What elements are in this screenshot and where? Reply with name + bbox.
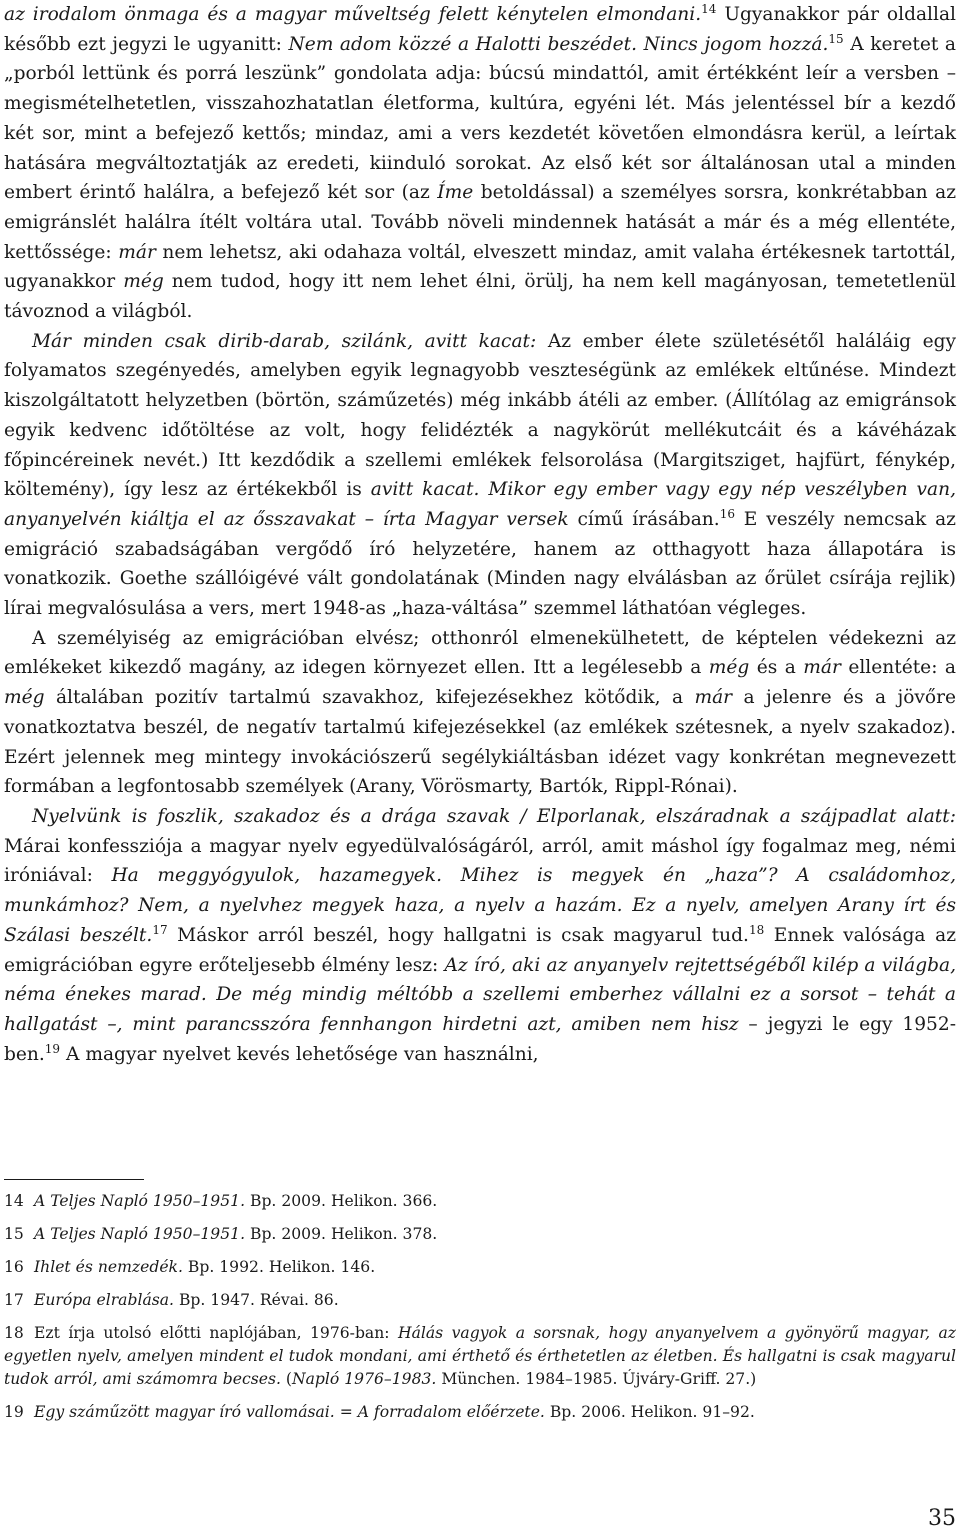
text-run: Ugyanakkor pár oldallal később ezt jegyzi le ugyanitt: [4, 4, 956, 55]
italic-text: Nem adom közzé a Halotti beszédet. Nincs jogom hozzá. [288, 33, 829, 55]
italic-text: Már minden csak dirib-darab, szilánk, avitt kacat: [32, 330, 537, 352]
text-run: E veszély nemcsak az emigráció szabadságában vergődő író helyzetére, hanem az otthagyott haza állapotára is vonatkozik. Goethe szállóigévé vált gondolatának (Minden nagy elválásban az őrület csírája rejlik) lírai megvalósulása a vers, mert 1948-as „haza-váltása” szemmel láthatóan végleges. [4, 508, 956, 620]
footnote-number: 19 [4, 1403, 24, 1421]
text-run: München. 1984–1985. Újváry-Griff. 27.) [436, 1370, 757, 1388]
italic-text: Egy száműzött magyar író vallomásai. = A forradalom előérzete. [34, 1403, 545, 1421]
italic-text: Íme [437, 182, 474, 204]
footnote-number: 17 [4, 1291, 24, 1309]
footnote [4, 1256, 956, 1279]
footnote-number: 18 [4, 1324, 24, 1342]
italic-text: Európa elrablása. [34, 1291, 174, 1309]
footnote-reference: 16 [719, 506, 735, 521]
italic-text: Hálás vagyok a sorsnak, hogy anyanyelvem a gyönyörű magyar, az egyetlen nyelv, amelyen mindent el tudok mondani, ami érthető és érthetetlen az életben. És hallgatni is csak magyarul tudok arról, ami számomra becses. [4, 1324, 956, 1388]
italic-text: Ha meggyógyulok, hazamegyek. Mihez is megyek én „haza”? A családomhoz, munkámhoz? Nem, a nyelvhez megyek haza, a nyelv a hazám. Ez a nyelv, amelyen Arany írt és Szálasi beszélt. [4, 865, 956, 946]
italic-text: Az író, aki az anyanyelv rejtettségéből kilép a világba, néma énekes marad. De még mindig méltóbb a szellemi emberhez vállalni ez a sorsot – tehát a hallgatást –, mint parancsszóra fennhangon hirdetni azt, amiben nem hisz [4, 954, 956, 1035]
footnote-reference: 19 [44, 1041, 61, 1056]
footnote-number: 15 [4, 1225, 24, 1243]
italic-text: már [694, 687, 733, 709]
paragraph [4, 0, 956, 327]
paragraph [4, 624, 956, 802]
text-run: Márai konfessziója a magyar nyelv egyedülvalóságáról, arról, amit máshol így fogalmaz meg, némi iróniával: [4, 835, 956, 887]
text-run: ( [280, 1370, 292, 1388]
text-run: című írásában. [568, 508, 720, 530]
italic-text: Ihlet és nemzedék. [34, 1258, 183, 1276]
footnotes [4, 1190, 956, 1434]
footnote [4, 1190, 956, 1213]
text-run: A személyiség az emigrációban elvész; otthonról elmenekülhetett, de képtelen védekezni az emlékeket kikezdő magány, az idegen környezet ellen. Itt a legélesebb a [4, 627, 956, 679]
footnote-reference: 15 [828, 31, 844, 46]
italic-text: már [118, 241, 156, 263]
text-run: Bp. 2009. Helikon. 378. [245, 1225, 438, 1243]
italic-text: Nyelvünk is foszlik, szakadoz és a drága szavak / Elporlanak, elszáradnak a szájpadlat alatt: [32, 805, 956, 827]
italic-text: A Teljes Napló 1950–1951. [34, 1225, 246, 1243]
footnote [4, 1289, 956, 1312]
body-text [4, 0, 956, 1069]
text-run: Bp. 1947. Révai. 86. [174, 1291, 339, 1309]
text-run: Bp. 1992. Helikon. 146. [182, 1258, 376, 1276]
footnote [4, 1322, 956, 1391]
italic-text: avitt kacat. Mikor egy ember vagy egy nép veszélyben van, anyanyelvén kiáltja el az ősszavakat – írta Magyar versek [4, 479, 957, 530]
text-run: a jelenre és a jövőre vonatkoztatva beszél, de negatív tartalmú kifejezésekkel (az emlékek szétesnek, a nyelv szakadoz). Ezért jelennek meg mintegy invokációszerű segélykiáltásban idézet vagy konkrétan megnevezett formában a legfontosabb személyek (Arany, Vörösmarty, Bartók, Rippl-Rónai). [4, 687, 957, 798]
footnote-separator [4, 1179, 144, 1180]
text-run: nem lehetsz, aki odahaza voltál, elveszett mindaz, amit valaha értékesnek tartottál, ugyanakkor [4, 241, 956, 293]
italic-text: még [708, 657, 750, 679]
paragraph [4, 327, 956, 624]
text-run: Ezt írja utolsó előtti naplójában, 1976-ban: [34, 1324, 398, 1342]
italic-text: az irodalom önmaga és a magyar műveltség felett kénytelen elmondani. [4, 4, 702, 25]
text-run: és a [749, 657, 804, 679]
text-run: betoldással) a személyes sorsra, konkrétabban az emigránslét halálra ítélt voltára utal. Tovább növeli mindennek hatását a már és a még ellentéte, kettőssége: [4, 182, 956, 263]
text-run: ellentéte: a [840, 657, 956, 679]
text-run: A keretet a „porból lettünk és porrá leszünk” gondolata adja: búcsú mindattól, amit értékként leír a versben – megismételhetetlen, visszahozhatatlan életforma, kultúra, egyéni lét. Más jelentéssel bír a kezdő két sor, mint a befejező kettős; mindaz, ami a vers kezdetét követően elmondásra kerül, a leírtak hatására megváltoztatják az eredeti, kiinduló sorokat. Az első két sor általánosan utal a minden embert érintő halálra, a befejező két sor (az [4, 33, 957, 204]
italic-text: még [4, 687, 45, 709]
footnote [4, 1223, 956, 1246]
text-run: Az ember élete születésétől haláláig egy folyamatos szegényedés, amelyben egyik legnagyobb veszteségünk az emlékek eltűnése. Mindezt kiszolgáltatott helyzetben (börtön, száműzetés) még inkább átéli az ember. (Állítólag az emigránsok egyik kedvenc időtöltése az volt, hogy felidézték a nagykörút mellékutcáit és a kávéházak főpincéreinek nevét.) Itt kezdődik a szellemi emlékek felsorolása (Margitsziget, hajfürt, fénykép, költemény), így lesz az értékekből is [4, 330, 956, 501]
text-run: Ennek valósága az emigrációban egyre erőteljesebb élmény lesz: [4, 924, 956, 976]
footnote [4, 1401, 956, 1424]
footnote-number: 14 [4, 1192, 24, 1210]
text-run: nem tudod, hogy itt nem lehet élni, örülj, ha nem kell magányosan, temetetlenül távoznod a világból. [4, 271, 956, 323]
paragraph [4, 802, 956, 1069]
italic-text: A Teljes Napló 1950–1951. [34, 1192, 246, 1210]
text-run: Bp. 2006. Helikon. 91–92. [544, 1403, 755, 1421]
footnote-reference: 18 [748, 922, 765, 937]
italic-text: Napló 1976–1983. [291, 1370, 437, 1388]
footnote-reference: 14 [701, 1, 717, 16]
text-run: általában pozitív tartalmú szavakhoz, kifejezésekhez kötődik, a [44, 687, 695, 709]
page-number: 35 [928, 1506, 956, 1531]
text-run: A magyar nyelvet kevés lehetősége van használni, [60, 1043, 539, 1065]
text-run: – jegyzi le egy 1952-ben. [4, 1013, 957, 1065]
footnote-reference: 17 [152, 922, 168, 937]
italic-text: még [123, 271, 164, 293]
text-run: Bp. 2009. Helikon. 366. [245, 1192, 438, 1210]
footnote-number: 16 [4, 1258, 24, 1276]
italic-text: már [803, 657, 841, 679]
text-run: Máskor arról beszél, hogy hallgatni is csak magyarul tud. [167, 924, 749, 946]
